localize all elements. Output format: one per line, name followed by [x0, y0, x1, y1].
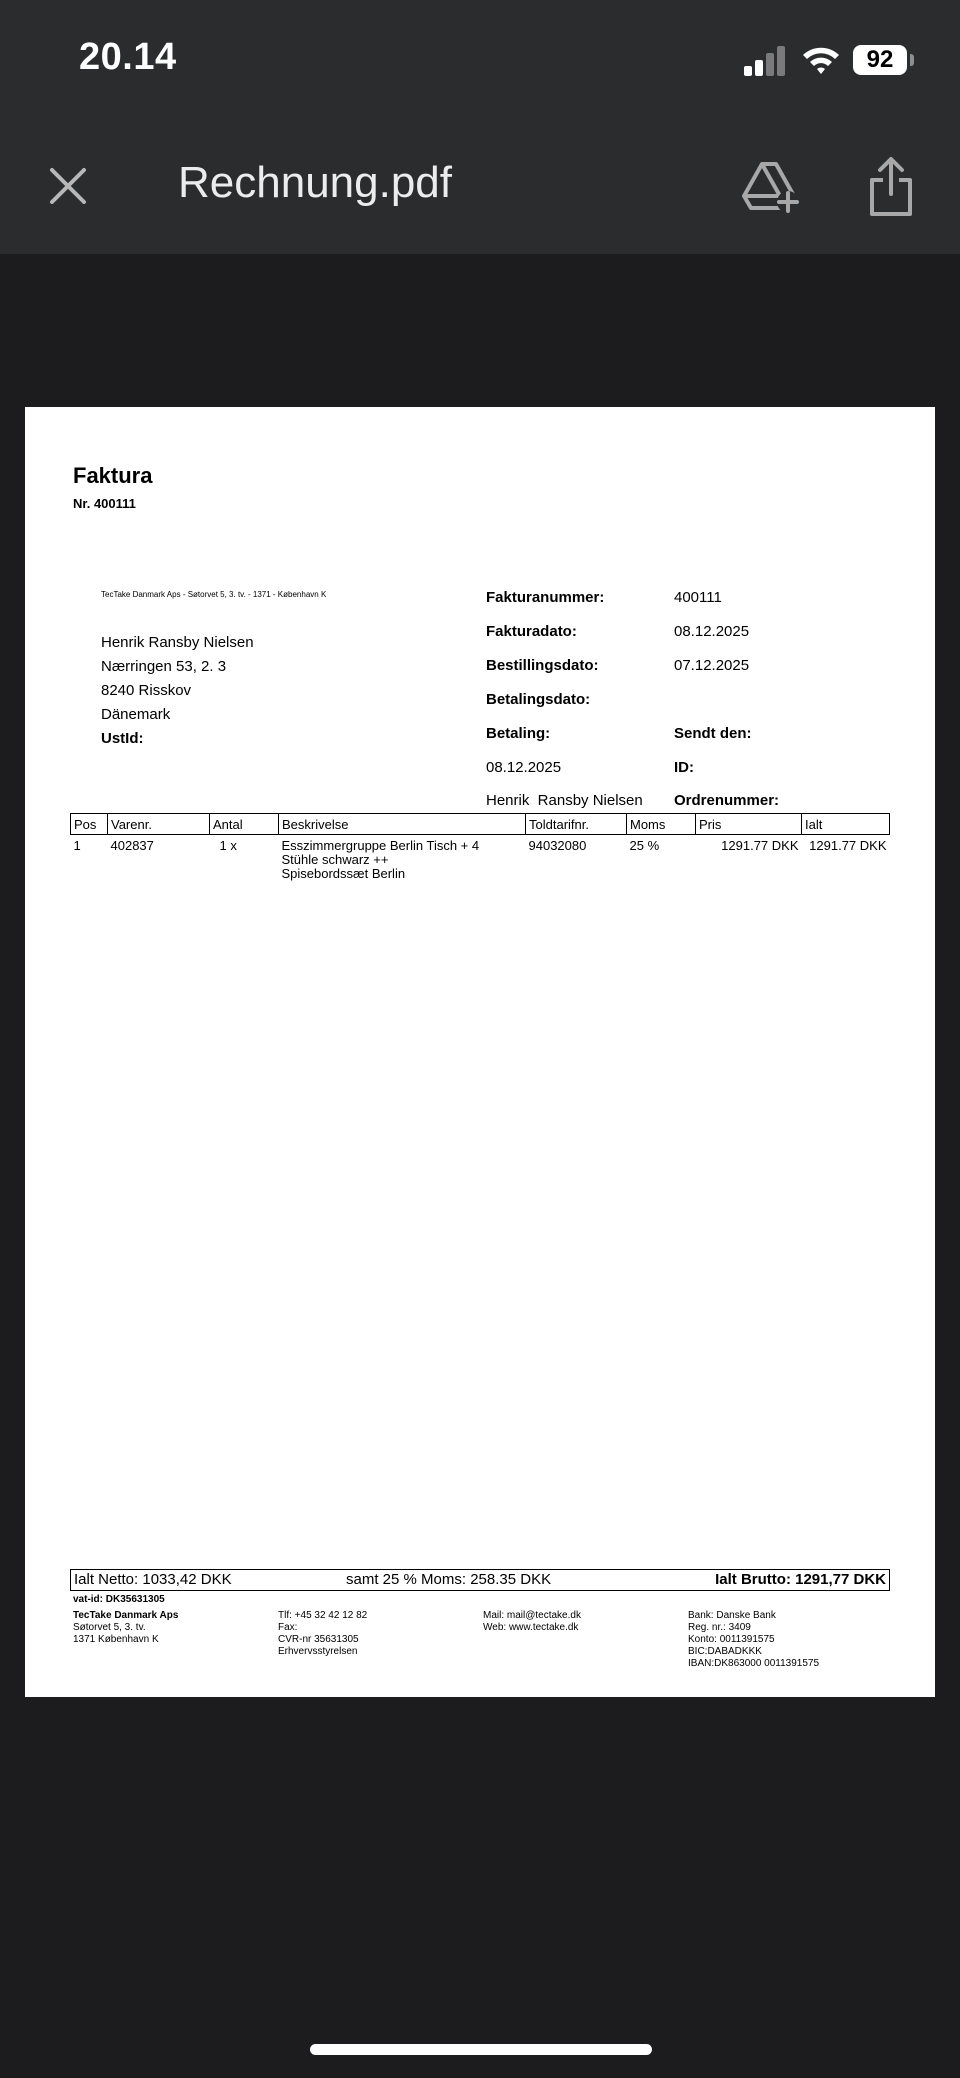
betalingsdato-label: Betalingsdato:: [486, 691, 591, 708]
fakturadato-label: Fakturadato:: [486, 623, 577, 640]
table-row: [71, 835, 890, 886]
footer-company-city: 1371 København K: [73, 1634, 159, 1645]
cell-ialt: 1291.77 DKK: [809, 838, 887, 853]
bestillingsdato-label: Bestillingsdato:: [486, 657, 599, 674]
ordrenummer-label: Ordrenummer:: [674, 792, 780, 809]
col-varenr: Varenr.: [108, 814, 210, 835]
pdf-page: [25, 407, 935, 1697]
battery-tip: [910, 54, 914, 66]
betaling-value: 08.12.2025: [486, 759, 562, 776]
wifi-icon: [801, 44, 841, 76]
vat-id: vat-id: DK35631305: [73, 1594, 165, 1605]
totals-bar: [70, 1569, 890, 1591]
share-icon[interactable]: [866, 156, 916, 218]
cellular-signal-icon: [744, 44, 786, 76]
table-header-row: [71, 814, 890, 835]
footer-company-street: Søtorvet 5, 3. tv.: [73, 1622, 146, 1633]
cell-pris: 1291.77 DKK: [721, 838, 799, 853]
col-moms: Moms: [627, 814, 696, 835]
recipient-city: 8240 Risskov: [101, 682, 192, 699]
footer-reg-nr: Reg. nr.: 3409: [688, 1622, 751, 1633]
cell-varenr: 402837: [110, 838, 154, 853]
invoice-heading: Faktura: [73, 463, 153, 488]
items-table: [70, 813, 890, 885]
cell-moms: 25 %: [629, 838, 660, 853]
bestillingsdato-value: 07.12.2025: [674, 657, 750, 674]
total-moms: samt 25 % Moms: 258.35 DKK: [346, 1571, 552, 1588]
col-antal: Antal: [210, 814, 279, 835]
betaling-label: Betaling:: [486, 725, 551, 742]
fakturanummer-value: 400111: [674, 589, 722, 606]
beskrivelse-line-3: Spisebordssæt Berlin: [281, 866, 406, 881]
col-pris: Pris: [696, 814, 802, 835]
beskrivelse-line-1: Esszimmergruppe Berlin Tisch + 4: [281, 838, 480, 853]
footer-bic: BIC:DABADKKK: [688, 1646, 762, 1657]
cell-pos: 1: [73, 838, 81, 853]
recipient-street: Nærringen 53, 2. 3: [101, 658, 227, 675]
battery-icon: 92: [853, 45, 907, 75]
footer-bank-name: Bank: Danske Bank: [688, 1610, 776, 1621]
footer-bank: [688, 1610, 819, 1670]
footer-web: [483, 1610, 581, 1634]
fakturanummer-label: Fakturanummer:: [486, 589, 605, 606]
footer-contact: [278, 1610, 367, 1658]
total-netto: Ialt Netto: 1033,42 DKK: [74, 1571, 232, 1588]
recipient-name: Henrik Ransby Nielsen: [101, 634, 254, 651]
footer-cvr: CVR-nr 35631305: [278, 1634, 359, 1645]
cell-toldtarif: 94032080: [528, 838, 587, 853]
footer-website: Web: www.tectake.dk: [483, 1622, 579, 1633]
col-toldtarifnr: Toldtarifnr.: [526, 814, 627, 835]
app-bar: [0, 110, 960, 254]
sendt-label: Sendt den:: [674, 725, 752, 742]
footer-phone: Tlf: +45 32 42 12 82: [278, 1610, 368, 1621]
status-bar: [0, 0, 960, 110]
home-indicator[interactable]: [310, 2044, 652, 2055]
footer-company-name: TecTake Danmark Aps: [73, 1610, 179, 1621]
total-brutto: Ialt Brutto: 1291,77 DKK: [715, 1571, 886, 1588]
cell-antal: 1 x: [219, 838, 237, 853]
footer-konto: Konto: 0011391575: [688, 1634, 775, 1645]
add-to-drive-icon[interactable]: [742, 160, 800, 214]
ustid-label: UstId:: [101, 730, 144, 747]
sender-line: TecTake Danmark Aps - Søtorvet 5, 3. tv. - 1371 - København K: [101, 590, 327, 599]
footer-fax: Fax:: [278, 1622, 298, 1633]
recipient-country: Dänemark: [101, 706, 171, 723]
footer-company: [73, 1610, 178, 1646]
document-title: Rechnung.pdf: [178, 158, 452, 207]
col-pos: Pos: [71, 814, 108, 835]
col-ialt: Ialt: [802, 814, 890, 835]
id-label: ID:: [674, 759, 694, 776]
footer-iban: IBAN:DK863000 0011391575: [688, 1658, 820, 1669]
cell-beskrivelse: [279, 835, 526, 886]
close-icon[interactable]: [44, 162, 92, 210]
invoice-number-line: Nr. 400111: [73, 496, 136, 511]
status-time: 20.14: [79, 36, 177, 78]
beskrivelse-line-2: Stühle schwarz ++: [281, 852, 389, 867]
footer-registry: Erhvervsstyrelsen: [278, 1646, 358, 1657]
footer-mail: Mail: mail@tectake.dk: [483, 1610, 581, 1621]
col-beskrivelse: Beskrivelse: [279, 814, 526, 835]
fakturadato-value: 08.12.2025: [674, 623, 750, 640]
customer-name-value: Henrik Ransby Nielsen: [486, 792, 643, 809]
